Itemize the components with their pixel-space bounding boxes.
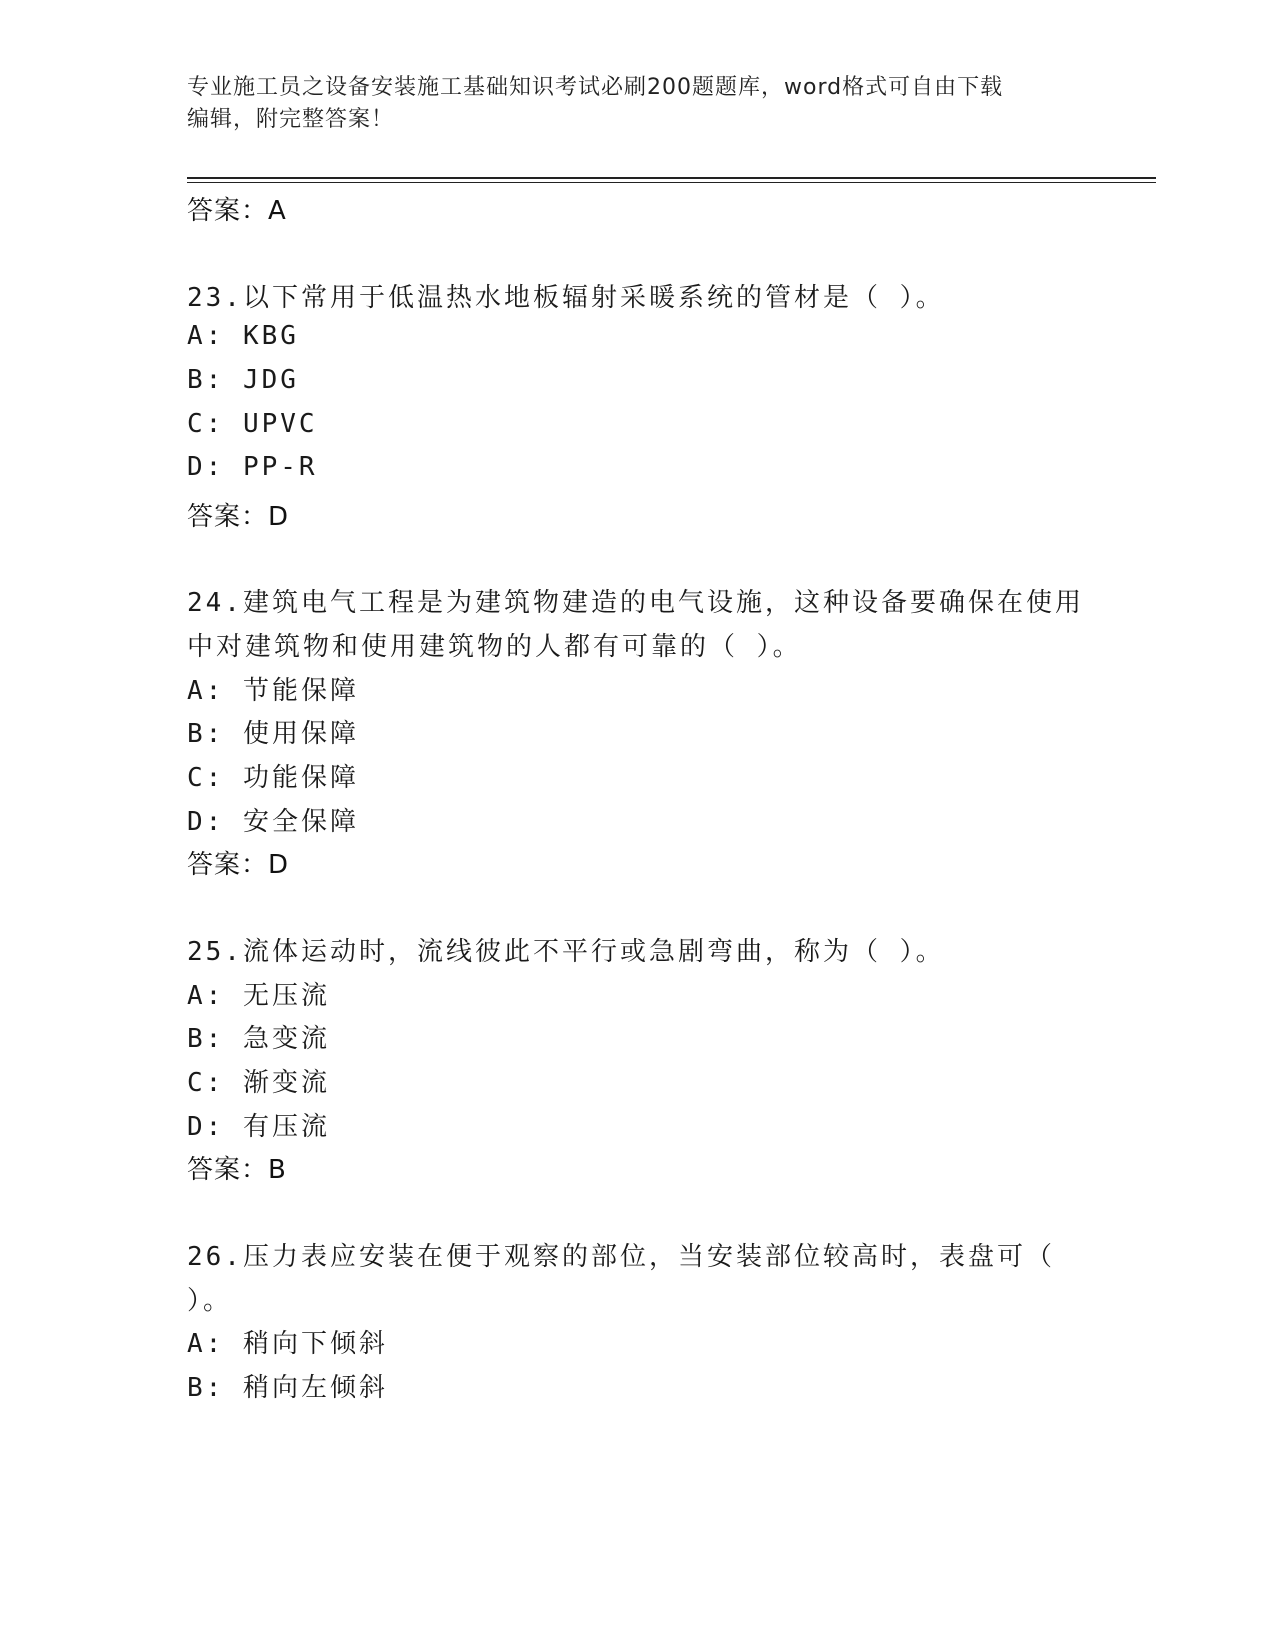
question-24-option-a: A: 节能保障 [187,676,359,706]
answer-previous: 答案：A [187,196,287,226]
question-23-option-c: C: UPVC [187,409,318,439]
question-25-option-d: D: 有压流 [187,1112,330,1142]
question-26-option-a: A: 稍向下倾斜 [187,1329,388,1359]
question-25-option-c: C: 渐变流 [187,1068,330,1098]
question-25-option-a: A: 无压流 [187,981,330,1011]
question-26-stem-line-1: 26.压力表应安装在便于观察的部位，当安装部位较高时，表盘可（ [187,1242,1055,1272]
question-24-option-c: C: 功能保障 [187,763,359,793]
question-24-answer: 答案：D [187,850,290,880]
question-23-stem: 23.以下常用于低温热水地板辐射采暖系统的管材是（ ）。 [187,283,945,313]
page-header [187,72,1067,136]
question-25-stem: 25.流体运动时，流线彼此不平行或急剧弯曲，称为（ ）。 [187,937,945,967]
header-rule-thin [187,182,1156,183]
question-23-answer: 答案：D [187,502,290,532]
question-26-stem-line-2: ）。 [187,1286,233,1316]
header-line-1: 专业施工员之设备安装施工基础知识考试必刷200题题库，word格式可自由下载 [187,75,1004,100]
header-line-2: 编辑，附完整答案！ [187,107,395,132]
question-23-option-b: B: JDG [187,365,299,395]
question-26-option-b: B: 稍向左倾斜 [187,1373,388,1403]
question-24-stem-line-1: 24.建筑电气工程是为建筑物建造的电气设施，这种设备要确保在使用 [187,588,1084,618]
question-25-answer: 答案：B [187,1155,287,1185]
question-24-option-b: B: 使用保障 [187,719,359,749]
question-24-stem-line-2: 中对建筑物和使用建筑物的人都有可靠的（ ）。 [187,632,802,662]
question-23-option-d: D: PP-R [187,452,318,482]
question-23-option-a: A: KBG [187,321,299,351]
question-24-option-d: D: 安全保障 [187,807,359,837]
header-rule-thick [187,177,1156,179]
question-25-option-b: B: 急变流 [187,1024,330,1054]
